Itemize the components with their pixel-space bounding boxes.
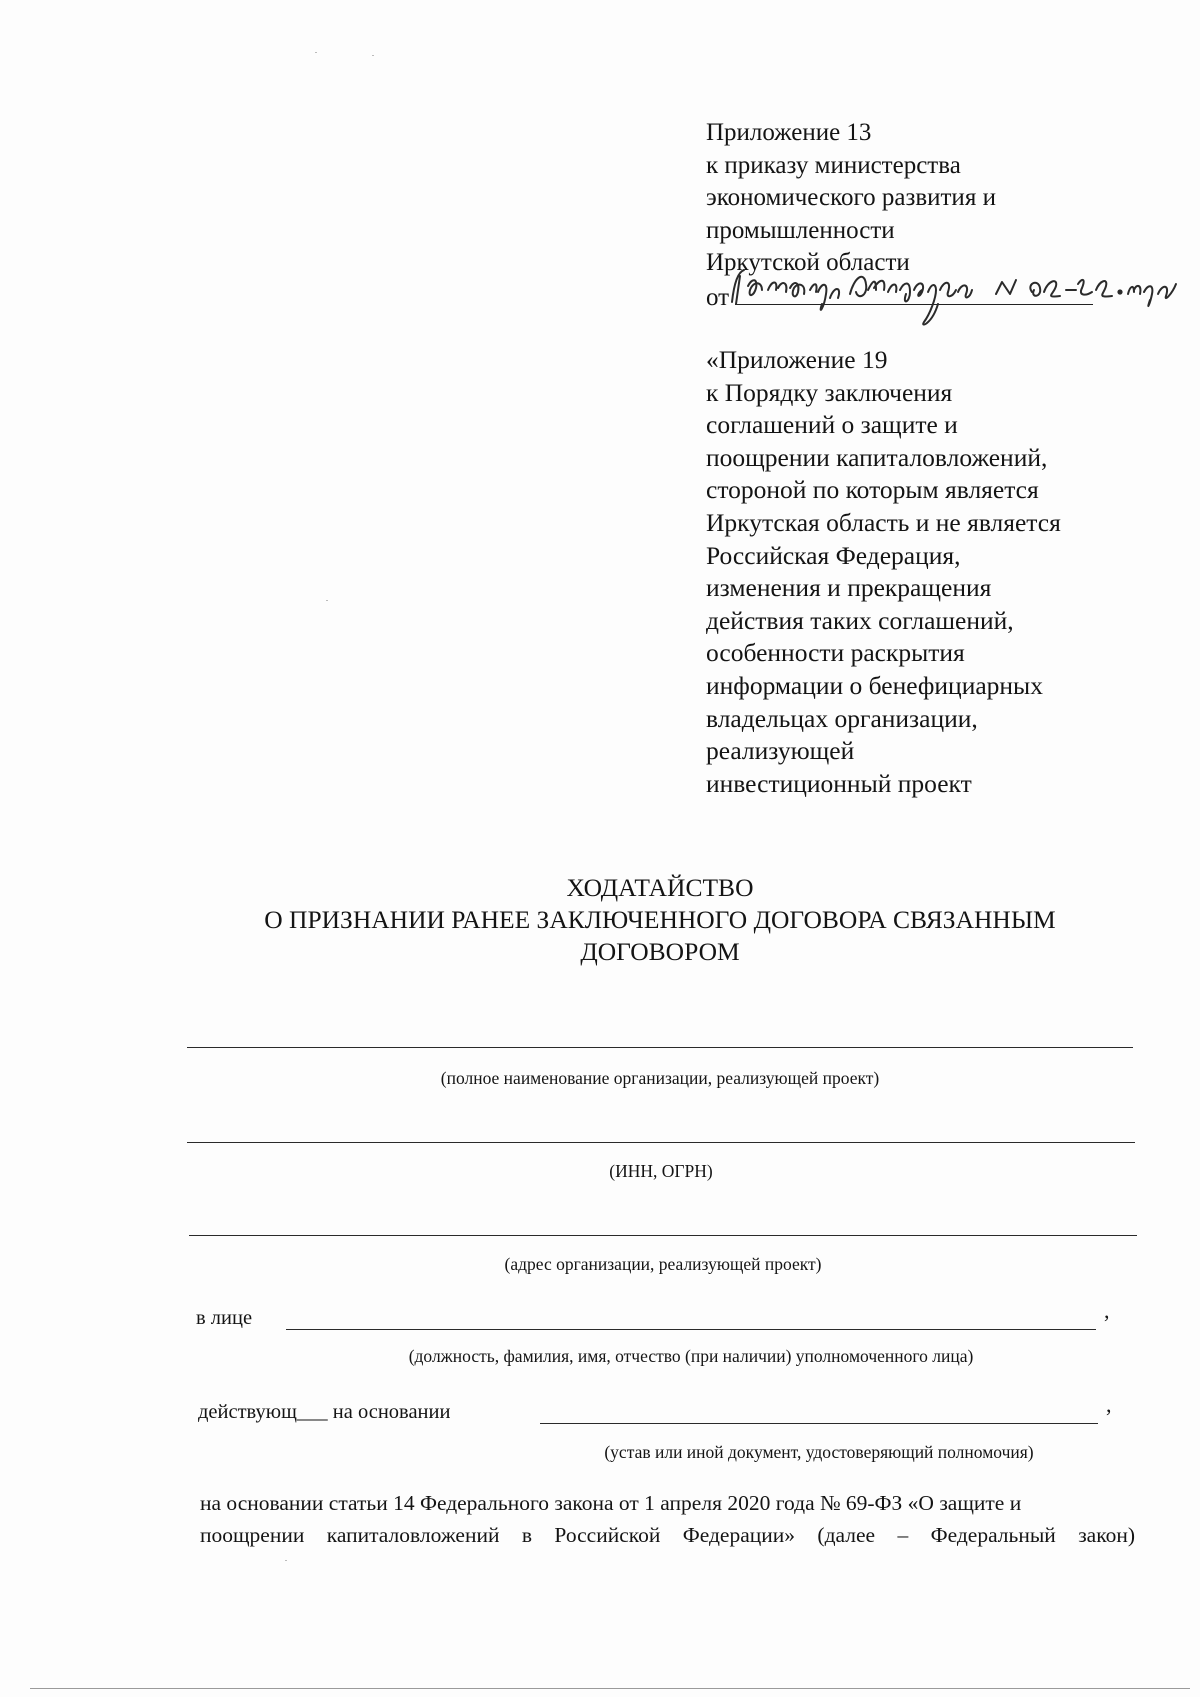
appendix-13-line: Иркутской области xyxy=(706,249,910,277)
appendix-19-line: особенности раскрытия xyxy=(706,638,965,668)
title-line: О ПРИЗНАНИИ РАНЕЕ ЗАКЛЮЧЕННОГО ДОГОВОРА СВЯЗАННЫМ xyxy=(264,905,1056,934)
org-name-field[interactable] xyxy=(187,1047,1133,1048)
acting-basis-label: действующ___ на основании xyxy=(198,1401,451,1423)
appendix-19-line: соглашений о защите и xyxy=(706,410,958,440)
appendix-13-line: к приказу министерства xyxy=(706,151,961,179)
appendix-19-line: к Порядку заключения xyxy=(706,377,953,407)
inn-ogrn-caption: (ИНН, ОГРН) xyxy=(609,1161,713,1181)
appendix-19-line: реализующей xyxy=(706,736,855,766)
title-line: ХОДАТАЙСТВО xyxy=(566,873,754,902)
appendix-19-line: поощрении капиталовложений, xyxy=(706,442,1048,472)
org-name-caption: (полное наименование организации, реализующей проект) xyxy=(440,1068,880,1088)
address-caption: (адрес организации, реализующей проект) xyxy=(504,1254,822,1274)
address-field[interactable] xyxy=(189,1235,1137,1236)
body-line: на основании статьи 14 Федерального закона от 1 апреля 2020 года № 69-ФЗ «О защите и xyxy=(200,1491,1022,1515)
authorized-person-caption: (должность, фамилия, имя, отчество (при наличии) уполномоченного лица) xyxy=(408,1346,974,1366)
authorized-person-field[interactable] xyxy=(286,1329,1096,1330)
appendix-19-line: «Приложение 19 xyxy=(706,345,888,374)
appendix-19-line: инвестиционный проект xyxy=(706,768,972,798)
basis-document-field[interactable] xyxy=(540,1423,1098,1424)
scan-dust xyxy=(315,52,317,53)
body-line: поощрении капиталовложений в Российской Федерации» (далее – Федеральный закон) xyxy=(200,1523,1135,1547)
comma: , xyxy=(1104,1298,1110,1323)
handwritten-date-signature xyxy=(726,264,1196,336)
comma: , xyxy=(1106,1392,1112,1417)
scan-dust xyxy=(372,55,374,56)
scan-dust xyxy=(326,600,328,601)
appendix-19-line: информации о бенефициарных xyxy=(706,670,1043,700)
appendix-13-line: экономического развития и xyxy=(706,184,996,212)
scan-dust xyxy=(285,1560,287,1561)
in-person-label: в лице xyxy=(196,1307,253,1329)
appendix-19-header xyxy=(706,344,1061,800)
scan-edge-line xyxy=(30,1688,1190,1689)
appendix-19-line: изменения и прекращения xyxy=(706,573,992,603)
appendix-13-line: Приложение 13 xyxy=(706,119,872,146)
appendix-19-line: Российская Федерация, xyxy=(706,540,961,570)
basis-document-caption: (устав или иной документ, удостоверяющий полномочия) xyxy=(604,1442,1034,1462)
date-prefix: от xyxy=(706,283,730,311)
appendix-19-line: владельцах организации, xyxy=(706,703,978,733)
body-paragraph xyxy=(200,1487,1135,1551)
appendix-13-line: промышленности xyxy=(706,216,895,244)
appendix-19-line: стороной по которым является xyxy=(706,475,1039,505)
title-line: ДОГОВОРОМ xyxy=(580,937,740,966)
appendix-19-line: Иркутская область и не является xyxy=(706,507,1061,537)
document-title xyxy=(180,872,1140,968)
appendix-19-line: действия таких соглашений, xyxy=(706,605,1014,635)
inn-ogrn-field[interactable] xyxy=(187,1142,1135,1143)
